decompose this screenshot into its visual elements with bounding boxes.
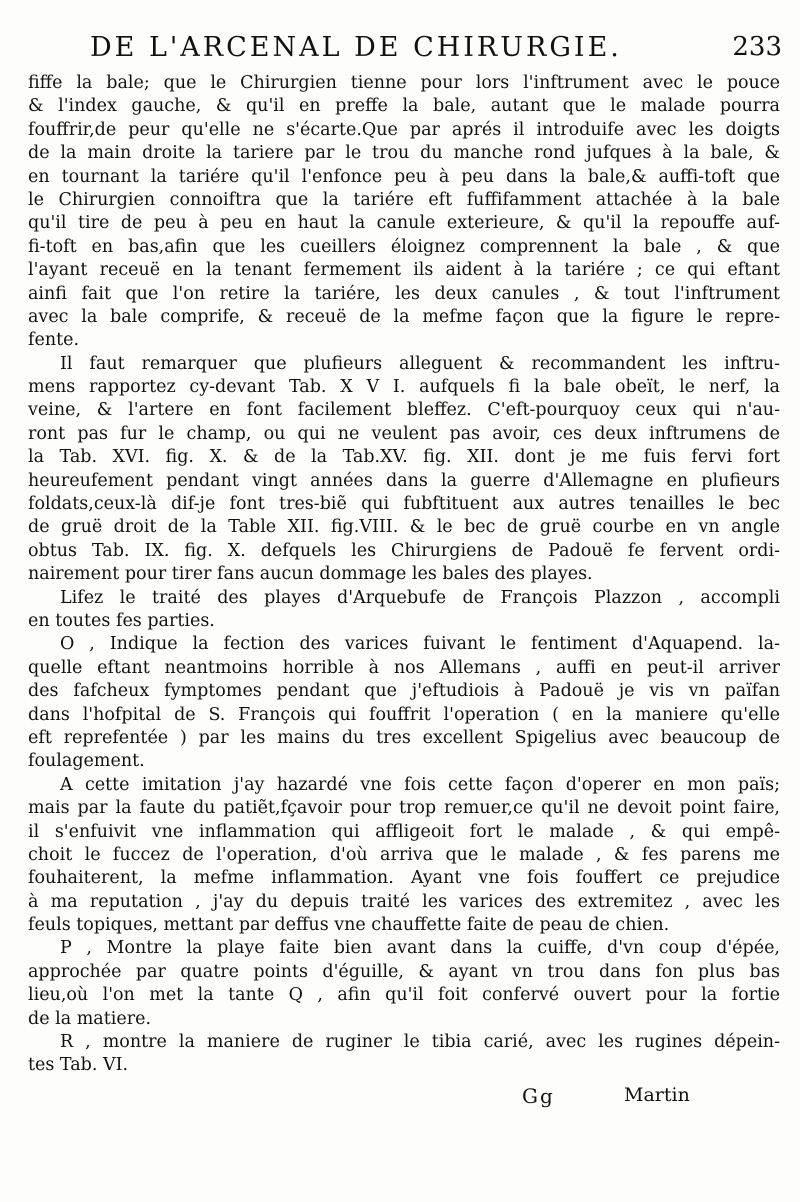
text-line: Lifez le traité des playes d'Arquebufe de François Plazzon , accompli xyxy=(60,587,780,608)
text-line: R , montre la maniere de ruginer le tibia carié, avec les rugines dépein- xyxy=(60,1032,780,1053)
text-line: tes Tab. VI. xyxy=(28,1055,129,1076)
text-line: il s'enfuivit vne inflammation qui affligeoit fort le malade , & qui empê- xyxy=(28,821,780,842)
text-line: en tournant la tariére qu'il l'enfonce peu à peu dans la bale,& auffi-toft que xyxy=(28,166,780,187)
text-line: mais par la faute du patiẽt,fçavoir pour trop remuer,ce qu'il ne devoit point faire, xyxy=(28,798,780,819)
page-header xyxy=(60,30,782,70)
running-head: DE L'ARCENAL DE CHIRURGIE. xyxy=(90,32,622,63)
text-line: mens rapportez cy-devant Tab. X V I. aufquels fi la bale obeït, le nerf, la xyxy=(28,377,780,398)
text-line: choit le fuccez de l'operation, d'où arriva que le malade , & fes parens me xyxy=(28,844,780,865)
text-line: obtus Tab. IX. fig. X. defquels les Chirurgiens de Padouë fe fervent ordi- xyxy=(28,540,780,561)
text-line: & l'index gauche, & qu'il en preffe la bale, autant que le malade pourra xyxy=(28,96,780,117)
text-line: à ma reputation , j'ay du depuis traité les varices des extremitez , avec les xyxy=(28,891,780,912)
text-line: eft reprefentée ) par les mains du tres excellent Spigelius avec beaucoup de xyxy=(28,727,780,748)
page-footer xyxy=(0,1080,800,1110)
text-line: foulagement. xyxy=(28,751,145,772)
text-line: ainfi fait que l'on retire la tariére, les deux canules , & tout l'inftrument xyxy=(28,283,780,304)
text-line: lieu,où l'on met la tante Q , afin qu'il foit confervé ouvert pour la fortie xyxy=(28,985,780,1006)
text-line: foldats,ceux-là dif-je font tres-biẽ qui fubftituent aux autres tenailles le bec xyxy=(28,494,780,515)
text-line: fouffrir,de peur qu'elle ne s'écarte.Que par aprés il introduife avec les doigts xyxy=(28,119,780,140)
catchword: Martin xyxy=(624,1084,690,1106)
signature-mark: Gg xyxy=(522,1084,555,1108)
text-line: fiffe la bale; que le Chirurgien tienne pour lors l'inftrument avec le pouce xyxy=(28,73,780,93)
text-line: dans l'hofpital de S. François qui fouffrit l'operation ( en la maniere qu'elle xyxy=(28,704,780,725)
text-line: P , Montre la playe faite bien avant dans la cuiffe, d'vn coup d'épée, xyxy=(60,938,780,959)
text-line: le Chirurgien connoiftra que la tariére eft fuffifamment attachée à la bale xyxy=(28,189,780,210)
text-line: veine, & l'artere en font facilement bleffez. C'eft-pourquoy ceux qui n'au- xyxy=(28,400,780,421)
text-line: de la main droite la tariere par le trou du manche rond jufques à la bale, & xyxy=(28,143,780,164)
text-line: nairement pour tirer fans aucun dommage les bales des playes. xyxy=(28,564,593,585)
text-line: l'ayant receuë en la tenant fermement ils aident à la tariére ; ce qui eftant xyxy=(28,260,780,281)
text-line: quelle eftant neantmoins horrible à nos Allemans , auffi en peut-il arriver xyxy=(28,657,780,678)
text-line: fente. xyxy=(28,330,80,351)
text-line: Il faut remarquer que plufieurs alleguent & recommandent les inftru- xyxy=(60,353,780,374)
text-line: la Tab. XVI. fig. X. & de la Tab.XV. fig. XII. dont je me fuis fervi fort xyxy=(28,447,780,468)
text-line: A cette imitation j'ay hazardé vne fois cette façon d'operer en mon païs; xyxy=(60,774,780,795)
text-line: heureufement pendant vingt années dans la guerre d'Allemagne en plufieurs xyxy=(28,470,780,491)
text-line: approchée par quatre points d'éguille, & ayant vn trou dans fon plus bas xyxy=(28,961,780,982)
text-line: feuls topiques, mettant par deffus vne chauffette faite de peau de chien. xyxy=(28,915,670,936)
text-line: ront pas fur le champ, ou qui ne veulent pas avoir, ces deux inftrumens de xyxy=(28,423,780,444)
text-line: qu'il tire de peu à peu en haut la canule exterieure, & qu'il la repouffe auf- xyxy=(28,213,780,234)
page-number: 233 xyxy=(732,32,782,62)
text-line: en toutes fes parties. xyxy=(28,610,215,631)
text-line: des fafcheux fymptomes pendant que j'eftudiois à Padouë je vis vn païfan xyxy=(28,681,780,702)
text-line: de la matiere. xyxy=(28,1008,152,1029)
text-line: de gruë droit de la Table XII. fig.VIII. & le bec de gruë courbe en vn angle xyxy=(28,517,780,538)
text-line: avec la bale comprife, & receuë de la mefme façon que la figure le repre- xyxy=(28,306,780,327)
body-text xyxy=(28,72,780,1078)
text-line: fouhaiterent, la mefme inflammation. Ayant vne fois fouffert ce prejudice xyxy=(28,868,780,889)
text-line: fi-toft en bas,afin que les cueillers éloignez comprennent la bale , & que xyxy=(28,236,780,257)
text-line: O , Indique la fection des varices fuivant le fentiment d'Aquapend. la- xyxy=(60,634,780,655)
